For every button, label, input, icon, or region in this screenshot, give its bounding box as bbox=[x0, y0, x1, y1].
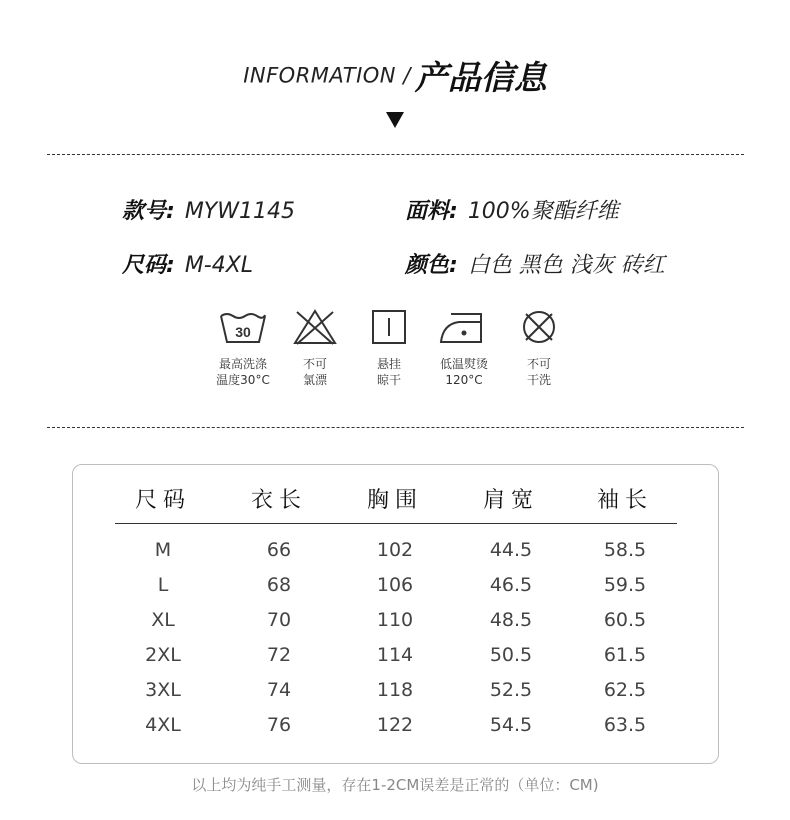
care-bleach-line1: 不可 bbox=[302, 357, 327, 371]
no-bleach-icon bbox=[290, 308, 340, 346]
cell-length: 70 bbox=[266, 609, 292, 631]
table-row bbox=[73, 644, 718, 674]
spec-size-value: M-4XL bbox=[184, 253, 254, 278]
title-en: INFORMATION / bbox=[243, 63, 411, 88]
care-iron bbox=[424, 308, 504, 388]
cell-shoulder: 50.5 bbox=[489, 644, 533, 666]
spec-color-label: 颜色: bbox=[405, 253, 458, 278]
cell-chest: 122 bbox=[376, 714, 414, 736]
no-dry-clean-icon bbox=[514, 308, 564, 346]
down-triangle-icon bbox=[386, 112, 404, 128]
spec-color-value: 白色 黑色 浅灰 砖红 bbox=[467, 253, 665, 278]
header-shoulder: 肩宽 bbox=[482, 488, 539, 513]
header-chest: 胸围 bbox=[366, 488, 423, 513]
cell-size: L bbox=[157, 574, 169, 596]
cell-size: 2XL bbox=[145, 644, 181, 666]
header-sleeve: 袖长 bbox=[596, 488, 653, 513]
care-hang bbox=[349, 308, 429, 388]
header-size: 尺码 bbox=[134, 488, 191, 513]
iron-low-icon bbox=[437, 308, 491, 346]
hang-dry-icon bbox=[364, 308, 414, 346]
spec-style-label: 款号: bbox=[122, 199, 175, 224]
cell-sleeve: 62.5 bbox=[603, 679, 647, 701]
measurement-note: 以上均为纯手工测量，存在1-2CM误差是正常的（单位：CM) bbox=[191, 776, 599, 794]
cell-chest: 102 bbox=[376, 539, 414, 561]
cell-sleeve: 60.5 bbox=[603, 609, 647, 631]
spec-fabric-value: 100%聚酯纤维 bbox=[467, 199, 619, 224]
care-dryclean bbox=[499, 308, 579, 388]
cell-shoulder: 54.5 bbox=[489, 714, 533, 736]
cell-chest: 106 bbox=[376, 574, 414, 596]
cell-length: 72 bbox=[266, 644, 292, 666]
table-row bbox=[73, 609, 718, 639]
spec-size-label: 尺码: bbox=[122, 253, 175, 278]
header-length: 衣长 bbox=[250, 488, 307, 513]
care-dryclean-line1: 不可 bbox=[526, 357, 551, 371]
divider-top bbox=[47, 154, 744, 155]
spec-color bbox=[405, 248, 665, 279]
care-wash bbox=[203, 308, 283, 388]
cell-size: XL bbox=[151, 609, 175, 631]
table-row bbox=[73, 679, 718, 709]
cell-length: 66 bbox=[266, 539, 292, 561]
spec-fabric-label: 面料: bbox=[405, 199, 458, 224]
table-row bbox=[73, 574, 718, 604]
cell-size: M bbox=[154, 539, 172, 561]
care-bleach-line2: 氯漂 bbox=[302, 373, 327, 387]
table-row bbox=[73, 539, 718, 569]
care-wash-line2: 温度30°C bbox=[216, 373, 270, 387]
cell-chest: 114 bbox=[376, 644, 414, 666]
cell-size: 3XL bbox=[145, 679, 181, 701]
cell-chest: 110 bbox=[376, 609, 414, 631]
care-hang-line1: 悬挂 bbox=[376, 357, 401, 371]
wash-temp-text: 30 bbox=[235, 324, 251, 340]
care-iron-line1: 低温熨烫 bbox=[439, 357, 488, 371]
wash-30-icon bbox=[218, 308, 268, 346]
cell-sleeve: 63.5 bbox=[603, 714, 647, 736]
care-dryclean-line2: 干洗 bbox=[526, 373, 551, 387]
care-bleach bbox=[275, 308, 355, 388]
spec-style bbox=[122, 194, 295, 225]
cell-length: 76 bbox=[266, 714, 292, 736]
cell-shoulder: 44.5 bbox=[489, 539, 533, 561]
divider-bottom bbox=[47, 427, 744, 428]
header-underline bbox=[115, 523, 677, 524]
cell-shoulder: 52.5 bbox=[489, 679, 533, 701]
cell-sleeve: 61.5 bbox=[603, 644, 647, 666]
cell-size: 4XL bbox=[145, 714, 181, 736]
cell-sleeve: 59.5 bbox=[603, 574, 647, 596]
cell-length: 74 bbox=[266, 679, 292, 701]
size-table bbox=[72, 464, 719, 764]
cell-shoulder: 48.5 bbox=[489, 609, 533, 631]
title-cn: 产品信息 bbox=[414, 58, 547, 97]
cell-length: 68 bbox=[266, 574, 292, 596]
size-table-header bbox=[73, 483, 718, 513]
spec-size bbox=[122, 248, 253, 279]
cell-shoulder: 46.5 bbox=[489, 574, 533, 596]
care-iron-line2: 120°C bbox=[445, 373, 483, 387]
table-row bbox=[73, 714, 718, 744]
care-hang-line2: 晾干 bbox=[376, 373, 401, 387]
spec-fabric bbox=[405, 194, 619, 225]
spec-style-value: MYW1145 bbox=[184, 199, 295, 224]
care-wash-line1: 最高洗涤 bbox=[218, 357, 267, 371]
cell-chest: 118 bbox=[376, 679, 414, 701]
cell-sleeve: 58.5 bbox=[603, 539, 647, 561]
